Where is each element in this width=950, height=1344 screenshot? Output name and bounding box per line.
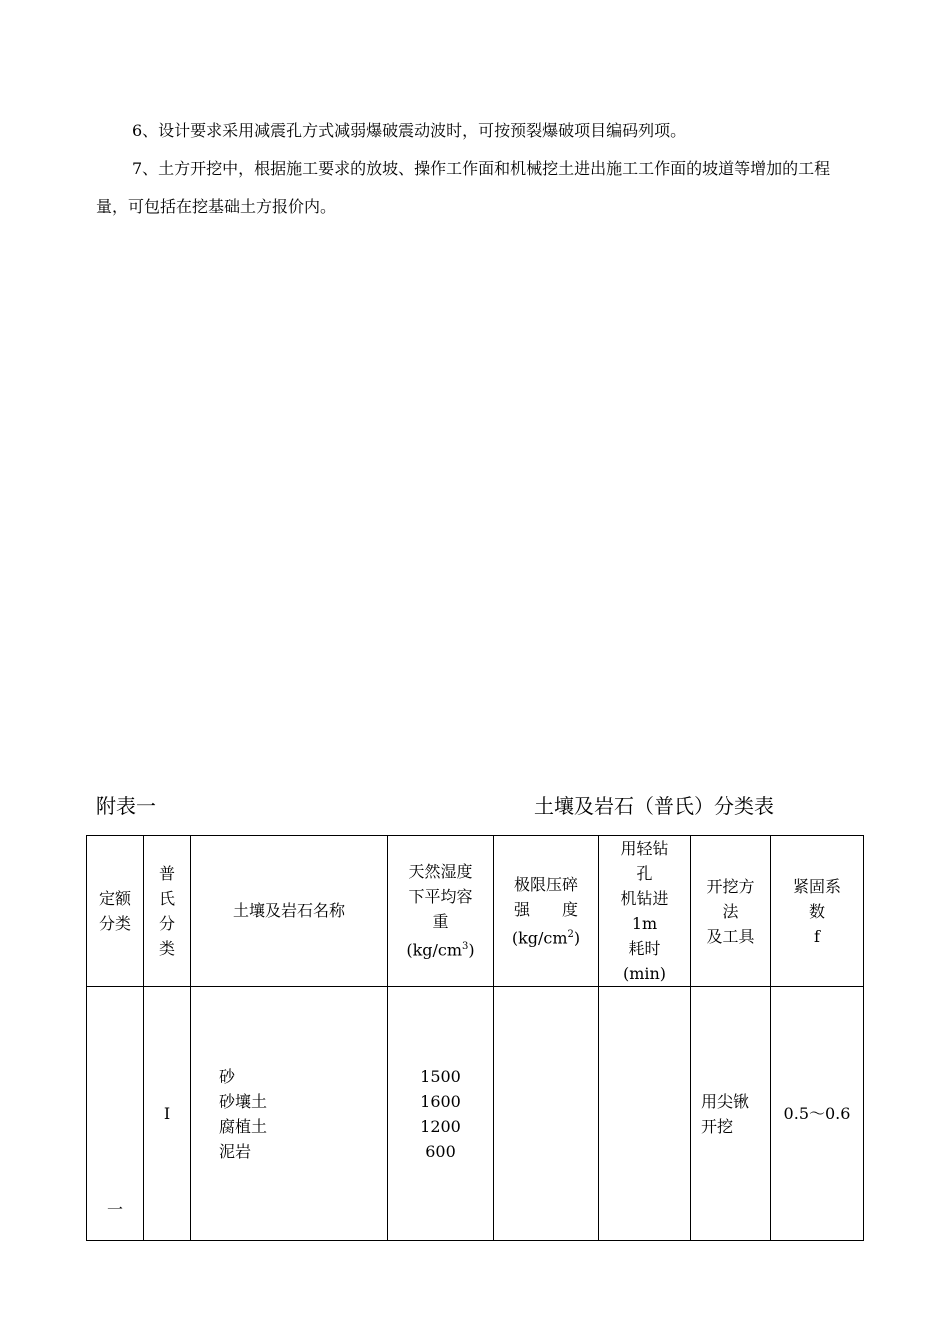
header-method: 开挖方 法 及工具 [691,836,771,987]
table-title: 土壤及岩石（普氏）分类表 [534,794,774,818]
cell-quota-class: 一 [87,987,144,1241]
table-header-row [87,836,864,987]
note-item-7: 7、土方开挖中，根据施工要求的放坡、操作工作面和机械挖土进出施工工作面的坡道等增加的工程量，可包括在挖基础土方报价内。 [96,159,831,216]
soil-classification-table [86,835,864,1241]
header-name: 土壤及岩石名称 [191,836,388,987]
cell-method: 用尖锹 开挖 [691,987,771,1241]
header-quota-class: 定额 分类 [87,836,144,987]
cell-names: 砂 砂壤土 腐植土 泥岩 [191,987,388,1241]
cell-densities: 1500 1600 1200 600 [388,987,494,1241]
cell-coefficient: 0.5～0.6 [771,987,864,1241]
table-row [87,987,864,1241]
header-pu-class: 普 氏 分 类 [144,836,191,987]
note-item-6: 6、设计要求采用减震孔方式减弱爆破震动波时，可按预裂爆破项目编码列项。 [132,121,687,140]
header-density: 天然湿度 下平均容 重 $(kg/cm^3)$ [388,836,494,987]
table-caption-label: 附表一 [96,794,156,818]
header-coefficient: 紧固系 数 f [771,836,864,987]
cell-drill-time [599,987,691,1241]
cell-strength [494,987,599,1241]
header-drill-time: 用轻钻 孔 机钻进 1m 耗时 (min) [599,836,691,987]
header-strength: 极限压碎 强 度 $(kg/cm^2)$ [494,836,599,987]
cell-pu-class: Ⅰ [144,987,191,1241]
